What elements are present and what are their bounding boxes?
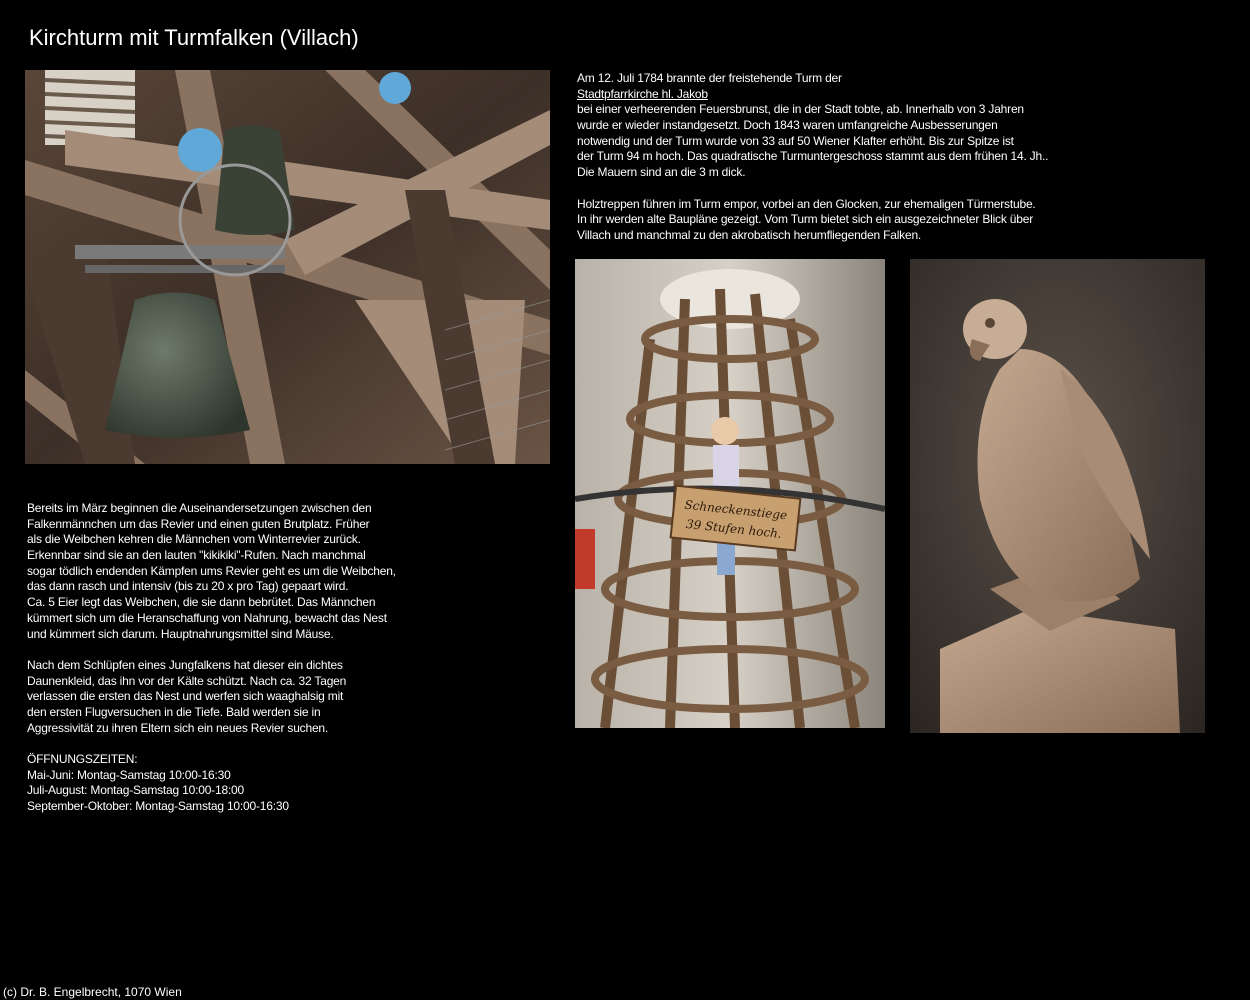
opening-hours-item: September-Oktober: Montag-Samstag 10:00-16:30 [27, 799, 289, 814]
text-line: Die Mauern sind an die 3 m dick. [577, 165, 746, 180]
church-link[interactable]: Stadtpfarrkirche hl. Jakob [577, 86, 708, 101]
falcon-info-text [27, 501, 396, 815]
sign-line-2: 39 Stufen hoch. [685, 516, 783, 541]
text-line: Am 12. Juli 1784 brannte der freistehende Turm der [577, 71, 842, 85]
text-line: Falkenmännchen um das Revier und einen guten Brutplatz. Früher [27, 516, 370, 531]
text-line: der Turm 94 m hoch. Das quadratische Turmuntergeschoss stammt aus dem frühen 14. Jh.. [577, 149, 1049, 164]
copyright-footer: (c) Dr. B. Engelbrecht, 1070 Wien [3, 985, 182, 999]
text-line: Daunenkleid, das ihn vor der Kälte schützt. Nach ca. 32 Tagen [27, 673, 347, 688]
text-line: Villach und manchmal zu den akrobatisch herumfliegenden Falken. [577, 227, 922, 242]
text-line: Aggressivität zu ihren Eltern sich ein neues Revier suchen. [27, 720, 329, 735]
falcon-sculpture-photo [910, 259, 1205, 733]
text-line: bei einer verheerenden Feuersbrunst, die in der Stadt tobte, ab. Innerhalb von 3 Jahren [577, 102, 1024, 117]
text-line: sogar tödlich endenden Kämpfen ums Revier geht es um die Weibchen, [27, 563, 396, 578]
text-line: Holztreppen führen im Turm empor, vorbei an den Glocken, zur ehemaligen Türmerstube. [577, 196, 1036, 211]
opening-hours-item: Juli-August: Montag-Samstag 10:00-18:00 [27, 783, 244, 798]
text-line: Ca. 5 Eier legt das Weibchen, die sie dann bebrütet. Das Männchen [27, 595, 376, 610]
text-line: verlassen die ersten das Nest und werfen sich waaghalsig mit [27, 689, 344, 704]
text-line: und kümmert sich darum. Hauptnahrungsmittel sind Mäuse. [27, 626, 334, 641]
text-line: Nach dem Schlüpfen eines Jungfalkens hat dieser ein dichtes [27, 657, 343, 672]
text-line: das dann rasch und intensiv (bis zu 20 x pro Tag) gepaart wird. [27, 579, 349, 594]
text-line: Erkennbar sind sie an den lauten "kikikiki"-Rufen. Nach manchmal [27, 548, 366, 563]
tower-history-text [577, 71, 1048, 244]
text-line: kümmert sich um die Heranschaffung von Nahrung, bewacht das Nest [27, 610, 387, 625]
bell-tower-photo [25, 70, 550, 464]
text-line: wurde er wieder instandgesetzt. Doch 1843 waren umfangreiche Ausbesserungen [577, 118, 998, 133]
text-line: als die Weibchen kehren die Männchen vom Winterrevier zurück. [27, 532, 361, 547]
text-line: den ersten Flugversuchen in die Tiefe. Bald werden sie in [27, 704, 321, 719]
text-line: In ihr werden alte Baupläne gezeigt. Vom Turm bietet sich ein ausgezeichneter Blick über [577, 212, 1034, 227]
opening-hours-heading: ÖFFNUNGSZEITEN: [27, 752, 138, 766]
text-line: Bereits im März beginnen die Auseinandersetzungen zwischen den [27, 501, 372, 515]
page-title: Kirchturm mit Turmfalken (Villach) [29, 25, 359, 50]
spiral-staircase-photo [575, 259, 885, 728]
opening-hours-item: Mai-Juni: Montag-Samstag 10:00-16:30 [27, 767, 231, 782]
sign-line-1: Schneckenstiege [683, 497, 788, 523]
text-line: notwendig und der Turm wurde von 33 auf 50 Wiener Klafter erhöht. Bis zur Spitze ist [577, 133, 1014, 148]
